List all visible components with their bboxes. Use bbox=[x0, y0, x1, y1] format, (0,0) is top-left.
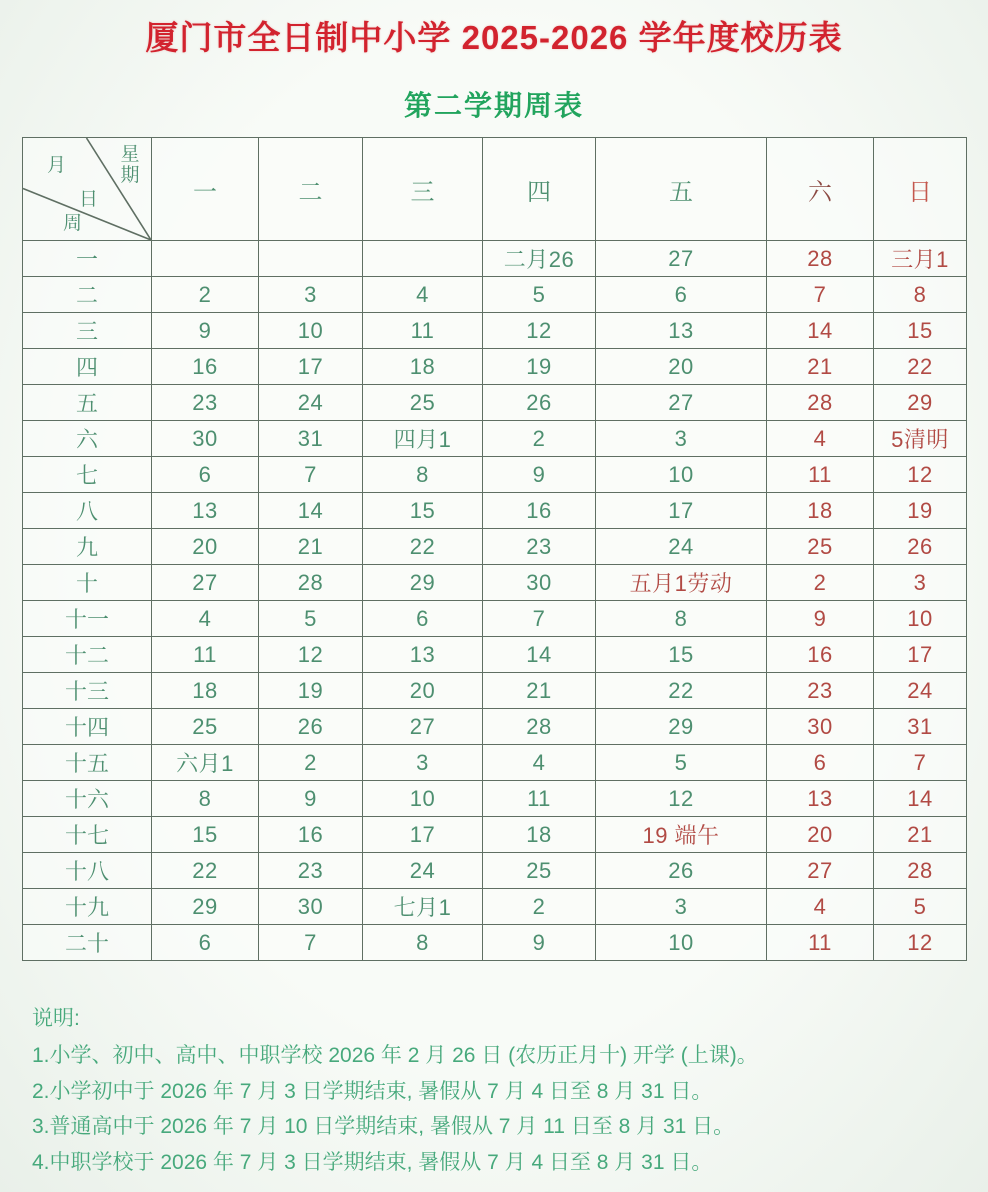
day-cell: 27 bbox=[596, 241, 767, 277]
day-cell: 18 bbox=[152, 673, 259, 709]
week-label-cell: 十八 bbox=[23, 853, 152, 889]
day-cell: 24 bbox=[259, 385, 363, 421]
day-cell: 4 bbox=[152, 601, 259, 637]
corner-day-label: 日 bbox=[79, 189, 99, 210]
day-cell: 15 bbox=[596, 637, 767, 673]
week-label-cell: 十六 bbox=[23, 781, 152, 817]
week-label-cell: 二 bbox=[23, 277, 152, 313]
day-cell: 2 bbox=[152, 277, 259, 313]
week-row bbox=[23, 565, 967, 601]
day-cell: 4 bbox=[363, 277, 483, 313]
day-cell: 3 bbox=[363, 745, 483, 781]
day-cell: 7 bbox=[483, 601, 596, 637]
day-cell: 12 bbox=[874, 925, 967, 961]
day-cell: 12 bbox=[596, 781, 767, 817]
day-cell: 7 bbox=[259, 457, 363, 493]
day-cell: 30 bbox=[483, 565, 596, 601]
day-cell: 10 bbox=[259, 313, 363, 349]
corner-cell bbox=[23, 138, 152, 241]
day-cell: 19 bbox=[259, 673, 363, 709]
day-cell: 22 bbox=[874, 349, 967, 385]
day-cell: 4 bbox=[767, 421, 874, 457]
day-cell: 8 bbox=[152, 781, 259, 817]
day-cell: 10 bbox=[363, 781, 483, 817]
day-cell: 二月26 bbox=[483, 241, 596, 277]
day-cell: 10 bbox=[596, 457, 767, 493]
day-cell: 24 bbox=[363, 853, 483, 889]
notes-section bbox=[32, 1002, 962, 1180]
day-cell: 25 bbox=[363, 385, 483, 421]
day-cell: 5 bbox=[874, 889, 967, 925]
day-cell: 23 bbox=[483, 529, 596, 565]
note-line: 3.普通高中于 2026 年 7 月 10 日学期结束, 暑假从 7 月 11 日至 8 月 31 日。 bbox=[32, 1115, 735, 1138]
day-cell: 29 bbox=[363, 565, 483, 601]
week-label-cell: 十五 bbox=[23, 745, 152, 781]
weekday-header-cell: 三 bbox=[363, 138, 483, 241]
day-cell: 27 bbox=[363, 709, 483, 745]
day-cell: 11 bbox=[483, 781, 596, 817]
day-cell: 21 bbox=[874, 817, 967, 853]
day-cell: 5 bbox=[596, 745, 767, 781]
day-cell: 25 bbox=[767, 529, 874, 565]
day-cell: 20 bbox=[152, 529, 259, 565]
day-cell: 8 bbox=[363, 925, 483, 961]
day-cell: 20 bbox=[363, 673, 483, 709]
day-cell: 30 bbox=[767, 709, 874, 745]
week-row bbox=[23, 385, 967, 421]
day-cell: 13 bbox=[596, 313, 767, 349]
day-cell: 24 bbox=[874, 673, 967, 709]
week-label-cell: 十七 bbox=[23, 817, 152, 853]
week-row bbox=[23, 889, 967, 925]
week-label-cell: 三 bbox=[23, 313, 152, 349]
weekday-header-row bbox=[23, 138, 967, 241]
week-row bbox=[23, 601, 967, 637]
day-cell: 5 bbox=[259, 601, 363, 637]
day-cell: 22 bbox=[152, 853, 259, 889]
day-cell: 25 bbox=[483, 853, 596, 889]
day-cell: 29 bbox=[152, 889, 259, 925]
week-row bbox=[23, 421, 967, 457]
day-cell: 11 bbox=[767, 925, 874, 961]
day-cell: 2 bbox=[259, 745, 363, 781]
week-label-cell: 二十 bbox=[23, 925, 152, 961]
week-label-cell: 六 bbox=[23, 421, 152, 457]
calendar-table bbox=[22, 137, 967, 961]
day-cell: 21 bbox=[483, 673, 596, 709]
corner-month-label: 月 bbox=[47, 155, 67, 176]
day-cell: 3 bbox=[596, 889, 767, 925]
week-row bbox=[23, 637, 967, 673]
week-row bbox=[23, 817, 967, 853]
weekday-header-cell: 日 bbox=[874, 138, 967, 241]
notes-heading: 说明: bbox=[32, 1007, 80, 1030]
day-cell: 2 bbox=[767, 565, 874, 601]
note-line: 4.中职学校于 2026 年 7 月 3 日学期结束, 暑假从 7 月 4 日至 8 月 31 日。 bbox=[32, 1150, 713, 1174]
day-cell: 9 bbox=[767, 601, 874, 637]
week-row bbox=[23, 457, 967, 493]
day-cell: 25 bbox=[152, 709, 259, 745]
weekday-header-cell: 四 bbox=[483, 138, 596, 241]
day-cell: 3 bbox=[874, 565, 967, 601]
day-cell: 8 bbox=[596, 601, 767, 637]
day-cell: 19 bbox=[874, 493, 967, 529]
weekday-header-cell: 五 bbox=[596, 138, 767, 241]
day-cell: 21 bbox=[259, 529, 363, 565]
day-cell: 14 bbox=[259, 493, 363, 529]
day-cell: 28 bbox=[767, 241, 874, 277]
day-cell: 六月1 bbox=[152, 745, 259, 781]
week-label-cell: 五 bbox=[23, 385, 152, 421]
day-cell: 26 bbox=[874, 529, 967, 565]
day-cell: 26 bbox=[483, 385, 596, 421]
week-row bbox=[23, 673, 967, 709]
week-row bbox=[23, 745, 967, 781]
week-row bbox=[23, 925, 967, 961]
day-cell: 15 bbox=[152, 817, 259, 853]
day-cell: 6 bbox=[596, 277, 767, 313]
day-cell: 2 bbox=[483, 421, 596, 457]
day-cell: 16 bbox=[767, 637, 874, 673]
weekday-header-cell: 一 bbox=[152, 138, 259, 241]
week-row bbox=[23, 349, 967, 385]
day-cell: 26 bbox=[259, 709, 363, 745]
day-cell: 5清明 bbox=[874, 421, 967, 457]
day-cell: 7 bbox=[767, 277, 874, 313]
day-cell: 27 bbox=[767, 853, 874, 889]
day-cell: 7 bbox=[259, 925, 363, 961]
week-label-cell: 十二 bbox=[23, 637, 152, 673]
week-row bbox=[23, 277, 967, 313]
day-cell: 三月1 bbox=[874, 241, 967, 277]
week-label-cell: 十九 bbox=[23, 889, 152, 925]
corner-week-label: 周 bbox=[63, 213, 83, 234]
day-cell: 27 bbox=[596, 385, 767, 421]
week-label-cell: 八 bbox=[23, 493, 152, 529]
day-cell: 6 bbox=[152, 457, 259, 493]
day-cell: 16 bbox=[483, 493, 596, 529]
day-cell: 4 bbox=[767, 889, 874, 925]
day-cell: 30 bbox=[152, 421, 259, 457]
day-cell: 19 端午 bbox=[596, 817, 767, 853]
day-cell: 20 bbox=[767, 817, 874, 853]
week-label-cell: 十 bbox=[23, 565, 152, 601]
page-subtitle: 第二学期周表 bbox=[403, 90, 584, 121]
day-cell: 6 bbox=[152, 925, 259, 961]
day-cell: 17 bbox=[363, 817, 483, 853]
day-cell: 29 bbox=[874, 385, 967, 421]
day-cell: 15 bbox=[874, 313, 967, 349]
day-cell: 6 bbox=[767, 745, 874, 781]
day-cell: 11 bbox=[767, 457, 874, 493]
day-cell: 31 bbox=[874, 709, 967, 745]
week-row bbox=[23, 709, 967, 745]
day-cell: 17 bbox=[259, 349, 363, 385]
day-cell: 11 bbox=[363, 313, 483, 349]
day-cell: 14 bbox=[874, 781, 967, 817]
day-cell: 31 bbox=[259, 421, 363, 457]
day-cell: 15 bbox=[363, 493, 483, 529]
day-cell: 9 bbox=[259, 781, 363, 817]
page-title: 厦门市全日制中小学 2025-2026 学年度校历表 bbox=[145, 19, 843, 56]
note-line: 2.小学初中于 2026 年 7 月 3 日学期结束, 暑假从 7 月 4 日至 8 月 31 日。 bbox=[32, 1079, 713, 1103]
week-row bbox=[23, 853, 967, 889]
day-cell: 七月1 bbox=[363, 889, 483, 925]
day-cell: 12 bbox=[259, 637, 363, 673]
day-cell: 7 bbox=[874, 745, 967, 781]
day-cell: 28 bbox=[483, 709, 596, 745]
week-row bbox=[23, 781, 967, 817]
day-cell: 五月1劳动 bbox=[596, 565, 767, 601]
day-cell: 14 bbox=[483, 637, 596, 673]
weekday-header-cell: 六 bbox=[767, 138, 874, 241]
day-cell: 27 bbox=[152, 565, 259, 601]
day-cell: 16 bbox=[259, 817, 363, 853]
day-cell: 5 bbox=[483, 277, 596, 313]
day-cell: 26 bbox=[596, 853, 767, 889]
day-cell: 18 bbox=[363, 349, 483, 385]
day-cell: 29 bbox=[596, 709, 767, 745]
week-row bbox=[23, 241, 967, 277]
day-cell: 4 bbox=[483, 745, 596, 781]
day-cell: 8 bbox=[363, 457, 483, 493]
day-cell: 23 bbox=[259, 853, 363, 889]
day-cell: 28 bbox=[767, 385, 874, 421]
day-cell: 13 bbox=[363, 637, 483, 673]
week-label-cell: 一 bbox=[23, 241, 152, 277]
day-cell: 11 bbox=[152, 637, 259, 673]
day-cell bbox=[259, 241, 363, 277]
day-cell: 14 bbox=[767, 313, 874, 349]
day-cell: 17 bbox=[874, 637, 967, 673]
day-cell: 23 bbox=[152, 385, 259, 421]
day-cell: 21 bbox=[767, 349, 874, 385]
day-cell: 10 bbox=[874, 601, 967, 637]
day-cell: 6 bbox=[363, 601, 483, 637]
week-label-cell: 九 bbox=[23, 529, 152, 565]
day-cell: 10 bbox=[596, 925, 767, 961]
day-cell: 16 bbox=[152, 349, 259, 385]
weekday-header-cell: 二 bbox=[259, 138, 363, 241]
day-cell: 8 bbox=[874, 277, 967, 313]
week-label-cell: 四 bbox=[23, 349, 152, 385]
day-cell: 22 bbox=[363, 529, 483, 565]
day-cell: 12 bbox=[874, 457, 967, 493]
day-cell: 18 bbox=[767, 493, 874, 529]
week-row bbox=[23, 313, 967, 349]
note-line: 1.小学、初中、高中、中职学校 2026 年 2 月 26 日 (农历正月十) 开学 (上课)。 bbox=[32, 1044, 758, 1067]
day-cell: 3 bbox=[259, 277, 363, 313]
week-label-cell: 十三 bbox=[23, 673, 152, 709]
day-cell bbox=[152, 241, 259, 277]
day-cell: 28 bbox=[874, 853, 967, 889]
day-cell: 20 bbox=[596, 349, 767, 385]
day-cell: 13 bbox=[152, 493, 259, 529]
day-cell: 12 bbox=[483, 313, 596, 349]
day-cell: 3 bbox=[596, 421, 767, 457]
week-row bbox=[23, 529, 967, 565]
day-cell bbox=[363, 241, 483, 277]
day-cell: 9 bbox=[483, 925, 596, 961]
day-cell: 2 bbox=[483, 889, 596, 925]
week-label-cell: 七 bbox=[23, 457, 152, 493]
week-label-cell: 十四 bbox=[23, 709, 152, 745]
day-cell: 19 bbox=[483, 349, 596, 385]
day-cell: 17 bbox=[596, 493, 767, 529]
day-cell: 18 bbox=[483, 817, 596, 853]
day-cell: 23 bbox=[767, 673, 874, 709]
day-cell: 13 bbox=[767, 781, 874, 817]
day-cell: 30 bbox=[259, 889, 363, 925]
day-cell: 22 bbox=[596, 673, 767, 709]
day-cell: 9 bbox=[152, 313, 259, 349]
week-row bbox=[23, 493, 967, 529]
day-cell: 9 bbox=[483, 457, 596, 493]
week-label-cell: 十一 bbox=[23, 601, 152, 637]
corner-weekday-label: 星期 bbox=[120, 144, 140, 186]
day-cell: 四月1 bbox=[363, 421, 483, 457]
day-cell: 28 bbox=[259, 565, 363, 601]
day-cell: 24 bbox=[596, 529, 767, 565]
